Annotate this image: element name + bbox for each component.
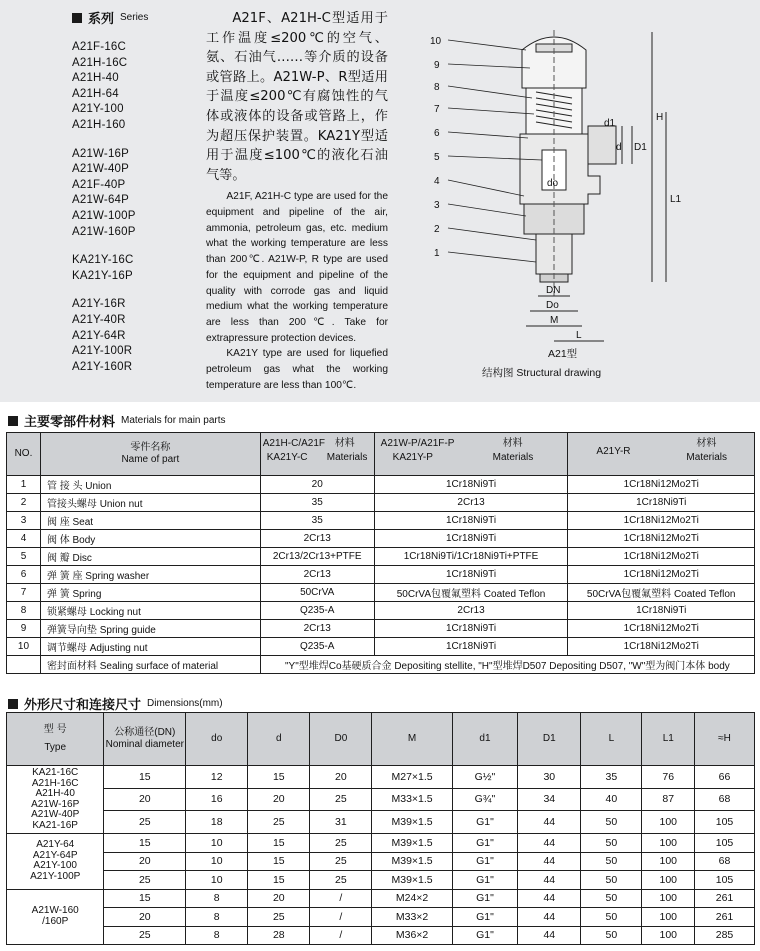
cell-g3: 1Cr18Ni12Mo2Ti — [568, 512, 755, 530]
cell-value: 30 — [518, 766, 581, 789]
cell-type — [7, 889, 104, 945]
series-model: A21Y-40R — [72, 313, 126, 326]
table-row — [7, 834, 755, 853]
cell-g3: 1Cr18Ni12Mo2Ti — [568, 638, 755, 656]
series-model: A21H-160 — [72, 118, 126, 131]
materials-body — [7, 476, 755, 674]
cell-value: M27×1.5 — [372, 766, 452, 789]
cell-value: G1" — [452, 889, 518, 908]
type-model: A21Y-100 — [33, 860, 77, 872]
cell-part: 调节螺母 Adjusting nut — [40, 638, 260, 656]
cell-value: 10 — [186, 834, 248, 853]
type-model: KA21-16C — [32, 767, 79, 778]
cell-no: 1 — [7, 476, 41, 494]
cell-no: 7 — [7, 584, 41, 602]
cell-value: 25 — [104, 811, 186, 834]
part-label: 7 — [434, 104, 440, 115]
header-part-cn: 零件名称 — [130, 442, 171, 453]
cell-value: 105 — [695, 834, 755, 853]
cell-part: 弹 簧 Spring — [40, 584, 260, 602]
type-model: A21W-16P — [31, 798, 80, 810]
type-model: KA21-16P — [32, 819, 78, 831]
cell-value: 10 — [186, 871, 248, 890]
dim-label-h: H — [656, 112, 664, 123]
cell-g3: 1Cr18Ni9Ti — [568, 494, 755, 512]
series-model: A21W-64P — [72, 194, 129, 207]
table-row — [7, 766, 755, 789]
dimensions-table — [6, 712, 755, 945]
table-row — [7, 512, 755, 530]
series-model: A21Y-16R — [72, 298, 126, 311]
cell-no: 5 — [7, 548, 41, 566]
g1-model-2: KA21Y-C — [266, 452, 308, 463]
cell-value: 25 — [248, 811, 310, 834]
header-col: d — [248, 713, 310, 766]
cell-value: / — [310, 889, 372, 908]
dim-label-do-outer: Do — [546, 300, 559, 311]
g2-mat-en: Materials — [492, 452, 534, 463]
cell-value: M39×1.5 — [372, 871, 452, 890]
cell-value: 20 — [104, 852, 186, 871]
table-row — [7, 811, 755, 834]
cell-value: 15 — [248, 834, 310, 853]
cell-value: M39×1.5 — [372, 852, 452, 871]
cell-no: 6 — [7, 566, 41, 584]
materials-table — [6, 432, 755, 674]
header-col: L1 — [642, 713, 695, 766]
cell-sealing-part: 密封面材料 Sealing surface of material — [40, 656, 260, 674]
top-section — [0, 0, 760, 402]
cell-value: 8 — [186, 926, 248, 945]
cell-value: M39×1.5 — [372, 811, 452, 834]
cell-value: 34 — [518, 788, 581, 811]
cell-value: 25 — [310, 788, 372, 811]
cell-value: 44 — [518, 852, 581, 871]
cell-value: 10 — [186, 852, 248, 871]
cell-g2: 2Cr13 — [374, 602, 568, 620]
series-model: A21Y-100R — [72, 345, 133, 358]
cell-g2: 1Cr18Ni9Ti — [374, 512, 568, 530]
series-model: KA21Y-16P — [72, 269, 133, 282]
cell-value: 44 — [518, 908, 581, 927]
cell-part: 弹 簧 座 Spring washer — [40, 566, 260, 584]
cell-value: 100 — [642, 852, 695, 871]
cell-value: 40 — [581, 788, 642, 811]
table-row — [7, 494, 755, 512]
cell-g2: 1Cr18Ni9Ti — [374, 620, 568, 638]
materials-header-row — [7, 433, 755, 476]
cell-value: G1" — [452, 871, 518, 890]
cell-value: 12 — [186, 766, 248, 789]
cell-g1: Q235-A — [260, 602, 374, 620]
series-group — [72, 40, 202, 134]
series-model: A21H-64 — [72, 87, 119, 100]
cell-value: / — [310, 908, 372, 927]
type-model: /160P — [42, 915, 69, 927]
cell-value: 18 — [186, 811, 248, 834]
table-row — [7, 602, 755, 620]
description-en-1: A21F, A21H-C type are used for the equipment and pipeline of the air, ammonia, petroleum gas, etc. medium what the working temperature are less than 200℃. A21W-P, R type are used for the equipment and pipeline of the quality with corrode gas and liquid medium what the working temperature are less than 200℃. Take for extrapressure protection devices. — [206, 191, 388, 344]
cell-value: 50 — [581, 834, 642, 853]
cell-g3: 1Cr18Ni9Ti — [568, 602, 755, 620]
sealing-row — [7, 656, 755, 674]
cell-value: 15 — [248, 766, 310, 789]
dimensions-title-cn: 外形尺寸和连接尺寸 — [24, 697, 142, 712]
cell-value: M36×2 — [372, 926, 452, 945]
series-heading — [72, 8, 202, 27]
cell-value: 8 — [186, 908, 248, 927]
g1-mat-en: Materials — [326, 452, 368, 463]
cell-value: 25 — [104, 926, 186, 945]
cell-value: 20 — [310, 766, 372, 789]
series-model: A21Y-100 — [72, 103, 124, 116]
outlet-port — [588, 126, 616, 164]
cell-g2: 2Cr13 — [374, 494, 568, 512]
cell-part: 阀 体 Body — [40, 530, 260, 548]
series-group — [72, 147, 202, 241]
header-col: M — [372, 713, 452, 766]
type-model: A21H-40 — [35, 788, 75, 799]
structural-drawing — [426, 26, 686, 356]
type-model: A21Y-64P — [32, 849, 78, 861]
description-cn: A21F、A21H-C型适用于工作温度≤200℃的空气、氨、石油气……等介质的设备或管路上。A21W-P、R型适用于温度≤200℃有腐蚀性的气体或液体的设备或管路上，作为超压保护装置。KA21Y型适用于温度≤100℃的液化石油气等。 — [206, 11, 388, 183]
cell-g2: 1Cr18Ni9Ti — [374, 566, 568, 584]
series-model: A21H-40 — [72, 72, 119, 85]
cell-part: 阀 瓣 Disc — [40, 548, 260, 566]
table-row — [7, 620, 755, 638]
cell-g1: 2Cr13 — [260, 566, 374, 584]
cell-value: 100 — [642, 889, 695, 908]
g2-mat-cn: 材料 — [502, 438, 523, 449]
drawing-caption: 结构图 Structural drawing — [482, 367, 602, 379]
header-type — [7, 713, 104, 766]
part-label: 4 — [434, 176, 440, 187]
series-groups — [72, 40, 202, 375]
cell-part: 锁紧螺母 Locking nut — [40, 602, 260, 620]
cell-g1: 2Cr13 — [260, 530, 374, 548]
cell-value: 50 — [581, 852, 642, 871]
series-title-en: Series — [120, 12, 149, 23]
cell-g2: 1Cr18Ni9Ti/1Cr18Ni9Ti+PTFE — [374, 548, 568, 566]
cell-part: 弹簧导向垫 Spring guide — [40, 620, 260, 638]
cell-value: 15 — [104, 889, 186, 908]
cell-value: 16 — [186, 788, 248, 811]
table-row — [7, 530, 755, 548]
materials-title-cn: 主要零部件材料 — [24, 414, 116, 429]
series-model: A21W-160P — [72, 225, 136, 238]
series-group — [72, 253, 202, 284]
cell-value: 15 — [104, 834, 186, 853]
cell-value: G1" — [452, 908, 518, 927]
series-model: A21H-16C — [72, 56, 128, 69]
dimensions-title-en: Dimensions(mm) — [147, 698, 223, 709]
series-model: A21W-40P — [72, 163, 129, 176]
dim-label-d: d — [616, 142, 622, 153]
dim-label-do: do — [547, 178, 559, 189]
cell-value: G½" — [452, 766, 518, 789]
cell-value: 35 — [581, 766, 642, 789]
cell-value: 261 — [695, 908, 755, 927]
cell-value: 25 — [248, 908, 310, 927]
series-model: A21W-16P — [72, 147, 129, 160]
cell-value: 15 — [104, 766, 186, 789]
cell-value: G¾" — [452, 788, 518, 811]
cell-value: 25 — [104, 871, 186, 890]
header-col: D0 — [310, 713, 372, 766]
description — [206, 9, 388, 393]
cell-g1: 2Cr13 — [260, 620, 374, 638]
cell-no: 4 — [7, 530, 41, 548]
header-col: ≈H — [695, 713, 755, 766]
series-model: A21F-16C — [72, 41, 127, 53]
cell-value: 50 — [581, 889, 642, 908]
series-model: A21Y-64R — [72, 329, 126, 342]
cell-value: 100 — [642, 871, 695, 890]
cell-no: 2 — [7, 494, 41, 512]
table-row — [7, 852, 755, 871]
cell-type — [7, 834, 104, 890]
header-col: do — [186, 713, 248, 766]
part-label: 2 — [434, 224, 440, 235]
header-col: D1 — [518, 713, 581, 766]
part-label: 5 — [434, 152, 440, 163]
cell-g2: 50CrVA包覆氟塑料 Coated Teflon — [374, 584, 568, 602]
g1-mat-cn: 材料 — [334, 438, 355, 449]
cell-value: 25 — [310, 834, 372, 853]
valve-drawing-svg — [426, 26, 686, 356]
header-part-en: Name of part — [121, 454, 180, 465]
part-label: 1 — [434, 248, 440, 259]
cell-value: 105 — [695, 811, 755, 834]
cell-g1: 35 — [260, 512, 374, 530]
cell-value: 20 — [248, 889, 310, 908]
cell-g2: 1Cr18Ni9Ti — [374, 638, 568, 656]
part-label: 6 — [434, 128, 440, 139]
cell-g2: 1Cr18Ni9Ti — [374, 530, 568, 548]
table-row — [7, 476, 755, 494]
g3-mat-cn: 材料 — [696, 438, 717, 449]
cell-g1: Q235-A — [260, 638, 374, 656]
cell-value: 76 — [642, 766, 695, 789]
dim-label-m: M — [550, 315, 559, 326]
part-label: 8 — [434, 82, 440, 93]
g3-mat-en: Materials — [686, 452, 727, 463]
cell-part: 管接头螺母 Union nut — [40, 494, 260, 512]
cell-value: 44 — [518, 889, 581, 908]
type-model: A21W-160 — [31, 905, 79, 917]
dim-label-l: L — [576, 330, 582, 341]
cell-part: 阀 座 Seat — [40, 512, 260, 530]
materials-title-en: Materials for main parts — [121, 415, 226, 426]
cell-g3: 1Cr18Ni12Mo2Ti — [568, 548, 755, 566]
cell-value: M39×1.5 — [372, 834, 452, 853]
cell-g3: 50CrVA包覆氟塑料 Coated Teflon — [568, 584, 755, 602]
header-type-cn: 型 号 — [43, 724, 67, 735]
dim-label-d1-upper: D1 — [634, 142, 647, 153]
cell-value: 8 — [186, 889, 248, 908]
drawing-caption-model: A21型 — [548, 348, 578, 360]
header-no: NO. — [7, 433, 41, 476]
cell-value: 50 — [581, 871, 642, 890]
header-type-en: Type — [44, 742, 67, 753]
cell-value: 100 — [642, 834, 695, 853]
table-row — [7, 926, 755, 945]
series-model: A21F-40P — [72, 178, 126, 191]
cell-value: 31 — [310, 811, 372, 834]
series-list — [72, 8, 202, 375]
cell-g3: 1Cr18Ni12Mo2Ti — [568, 530, 755, 548]
cell-value: G1" — [452, 852, 518, 871]
series-model: A21W-100P — [72, 209, 136, 222]
table-row — [7, 638, 755, 656]
cell-value: 68 — [695, 852, 755, 871]
bullet-square-icon — [8, 416, 18, 426]
dim-label-d1: d1 — [604, 118, 616, 129]
cell-value: 20 — [248, 788, 310, 811]
cell-g2: 1Cr18Ni9Ti — [374, 476, 568, 494]
cell-value: 261 — [695, 889, 755, 908]
table-row — [7, 788, 755, 811]
materials-heading — [8, 411, 226, 430]
cell-sealing-value: "Y"型堆焊Co基硬质合金 Depositing stellite, "H"型堆焊D507 Depositing D507, "W"型为阀门本体 body — [260, 656, 754, 674]
series-model: A21Y-160R — [72, 360, 133, 373]
header-group-1 — [260, 433, 374, 476]
cell-value: 20 — [104, 788, 186, 811]
cell-no: 3 — [7, 512, 41, 530]
header-group-2 — [374, 433, 568, 476]
dim-label-l1: L1 — [670, 194, 682, 205]
cell-value: 100 — [642, 811, 695, 834]
cell-g1: 35 — [260, 494, 374, 512]
cell-value: 44 — [518, 926, 581, 945]
cell-g3: 1Cr18Ni12Mo2Ti — [568, 566, 755, 584]
dimensions-body — [7, 766, 755, 945]
cell-no: 9 — [7, 620, 41, 638]
bullet-square-icon — [8, 699, 18, 709]
table-row — [7, 871, 755, 890]
series-group — [72, 297, 202, 375]
cell-value: G1" — [452, 834, 518, 853]
cell-value: M24×2 — [372, 889, 452, 908]
cell-value: 15 — [248, 871, 310, 890]
cell-value: G1" — [452, 926, 518, 945]
cell-value: 87 — [642, 788, 695, 811]
cell-g3: 1Cr18Ni12Mo2Ti — [568, 620, 755, 638]
cell-value: 68 — [695, 788, 755, 811]
table-row — [7, 584, 755, 602]
header-col: d1 — [452, 713, 518, 766]
header-part — [40, 433, 260, 476]
cell-part: 管 接 头 Union — [40, 476, 260, 494]
type-model: A21H-16C — [31, 777, 79, 789]
cell-value: M33×1.5 — [372, 788, 452, 811]
cell-type — [7, 766, 104, 834]
cell-value: 44 — [518, 871, 581, 890]
part-label: 9 — [434, 60, 440, 71]
type-model: A21Y-64 — [36, 839, 75, 851]
cell-value: 25 — [310, 852, 372, 871]
part-label: 3 — [434, 200, 440, 211]
g2-model-1: A21W-P/A21F-P — [380, 438, 455, 449]
cell-g1: 20 — [260, 476, 374, 494]
table-row — [7, 908, 755, 927]
cell-value: 50 — [581, 926, 642, 945]
type-model: A21W-40P — [31, 809, 80, 820]
cell-value: 44 — [518, 811, 581, 834]
dimensions-header-row — [7, 713, 755, 766]
cell-value: 28 — [248, 926, 310, 945]
cell-value: 100 — [642, 908, 695, 927]
dim-label-dn: DN — [546, 285, 561, 296]
description-en-2: KA21Y type are used for liquefied petroleum gas what the working temperature are less than 100℃. — [206, 348, 388, 391]
cell-no: 10 — [7, 638, 41, 656]
cell-value: M33×2 — [372, 908, 452, 927]
header-col: L — [581, 713, 642, 766]
cell-g1: 2Cr13/2Cr13+PTFE — [260, 548, 374, 566]
bullet-square-icon — [72, 13, 82, 23]
table-row — [7, 566, 755, 584]
cell-value: 50 — [581, 811, 642, 834]
table-row — [7, 548, 755, 566]
cell-value: 100 — [642, 926, 695, 945]
series-model: KA21Y-16C — [72, 254, 134, 267]
cell-no: 8 — [7, 602, 41, 620]
cell-value: 20 — [104, 908, 186, 927]
cell-value: 285 — [695, 926, 755, 945]
header-dn — [104, 713, 186, 766]
table-row — [7, 889, 755, 908]
cell-g1: 50CrVA — [260, 584, 374, 602]
cell-value: 15 — [248, 852, 310, 871]
cell-value: G1" — [452, 811, 518, 834]
header-dn-en: Nominal diameter — [105, 739, 184, 750]
cell-value: 66 — [695, 766, 755, 789]
g1-model-1: A21H-C/A21F — [262, 438, 326, 449]
type-model: A21Y-100P — [30, 870, 81, 882]
cell-value: 50 — [581, 908, 642, 927]
cell-value: 44 — [518, 834, 581, 853]
cell-g3: 1Cr18Ni12Mo2Ti — [568, 476, 755, 494]
cell-value: 105 — [695, 871, 755, 890]
cell-value: / — [310, 926, 372, 945]
header-group-3 — [568, 433, 755, 476]
part-label: 10 — [430, 36, 442, 47]
dimensions-heading — [8, 694, 223, 713]
g3-model-1: A21Y-R — [596, 446, 631, 457]
g2-model-2: KA21Y-P — [392, 452, 433, 463]
cell-value: 25 — [310, 871, 372, 890]
cell-no — [7, 656, 41, 674]
series-title-cn: 系列 — [88, 11, 115, 26]
header-dn-cn: 公称通径(DN) — [114, 727, 176, 738]
